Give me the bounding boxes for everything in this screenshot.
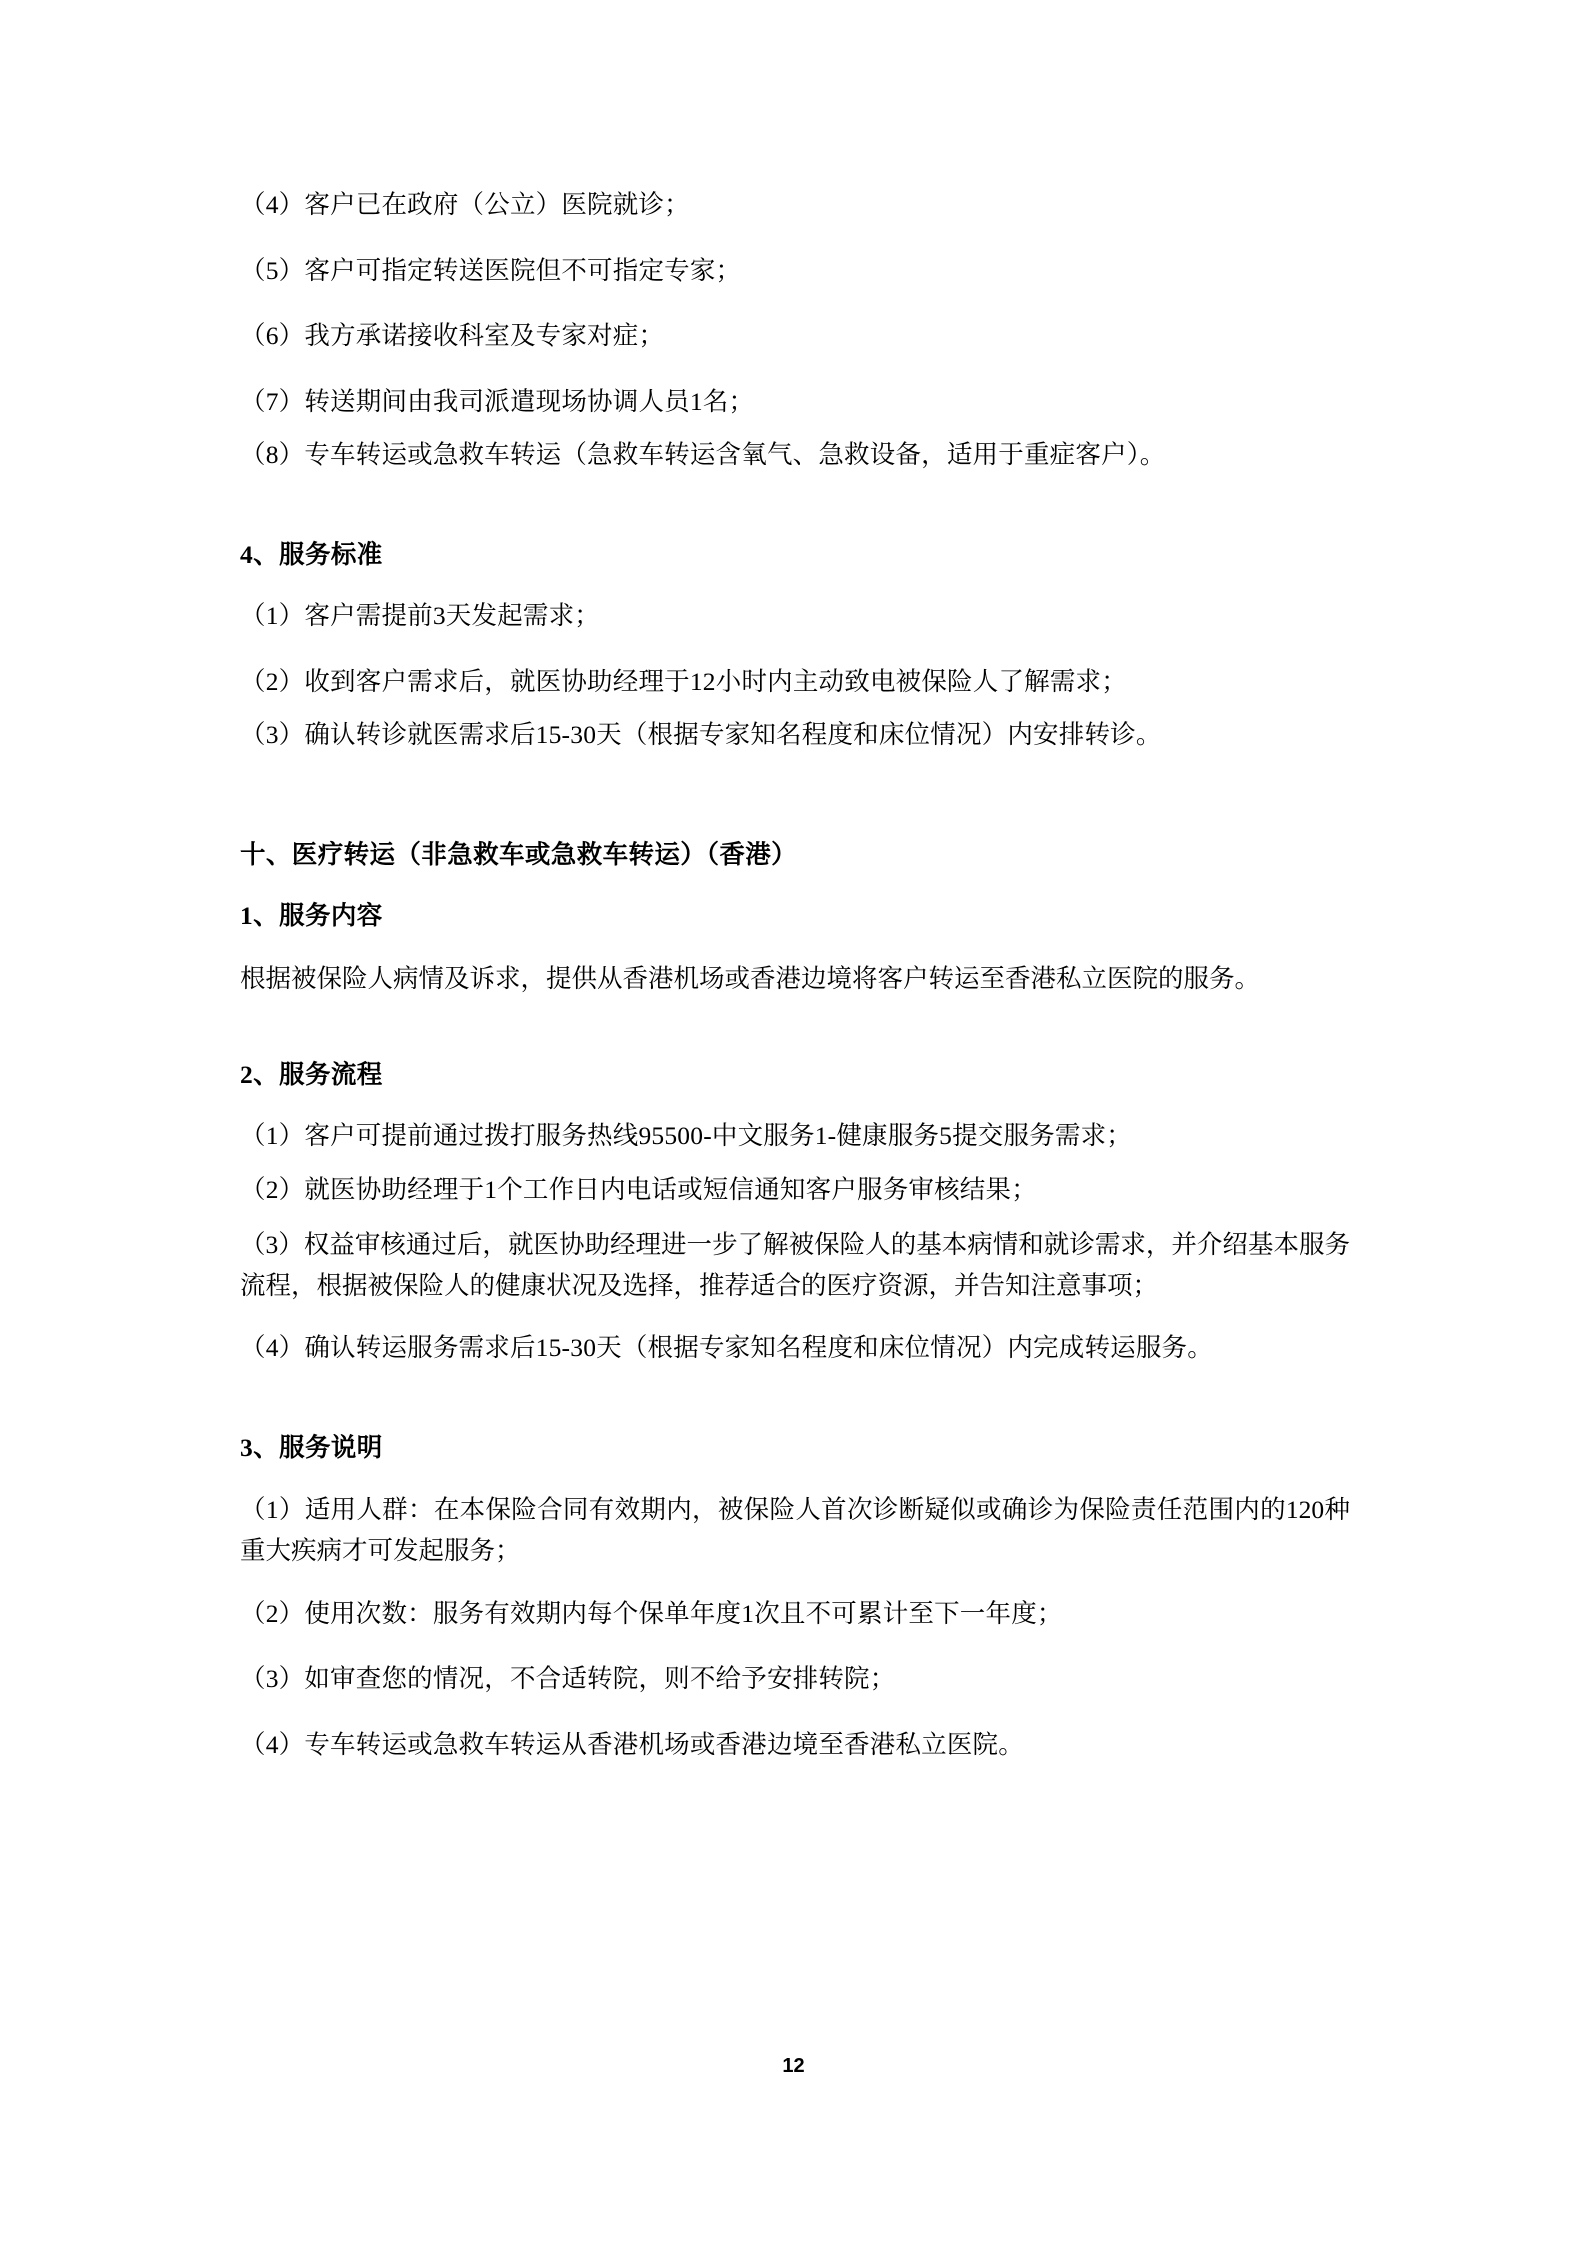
list-item: （4）专车转运或急救车转运从香港机场或香港边境至香港私立医院。 (240, 1729, 1024, 1759)
spacer (240, 781, 1350, 835)
subsection-heading-service-content: 1、服务内容 (240, 901, 383, 931)
list-item: （3）权益审核通过后，就医协助经理进一步了解被保险人的基本病情和就诊需求，并介绍基本服务流程，根据被保险人的健康状况及选择，推荐适合的医疗资源，并告知注意事项； (240, 1229, 1350, 1300)
paragraph-service-content: 根据被保险人病情及诉求，提供从香港机场或香港边境将客户转运至香港私立医院的服务。 (240, 963, 1261, 993)
list-item: （8）专车转运或急救车转运（急救车转运含氧气、急救设备，适用于重症客户）。 (240, 440, 1166, 470)
list-item: （5）客户可指定转送医院但不可指定专家； (240, 255, 742, 285)
list-item: （4）客户已在政府（公立）医院就诊； (240, 190, 690, 219)
page-content (240, 185, 1350, 1790)
list-item: （2）收到客户需求后，就医协助经理于12小时内主动致电被保险人了解需求； (240, 666, 1127, 696)
list-item: （4）确认转运服务需求后15-30天（根据专家知名程度和床位情况）内完成转运服务。 (240, 1333, 1213, 1363)
subsection-heading-service-process: 2、服务流程 (240, 1059, 383, 1089)
list-item: （1）客户可提前通过拨打服务热线95500-中文服务1-健康服务5提交服务需求； (240, 1121, 1132, 1151)
section-heading-medical-transfer: 十、医疗转运（非急救车或急救车转运）（香港） (240, 839, 798, 869)
subsection-heading-service-standard: 4、服务标准 (240, 539, 383, 569)
list-item: （6）我方承诺接收科室及专家对症； (240, 321, 665, 351)
list-item: （3）确认转诊就医需求后15-30天（根据专家知名程度和床位情况）内安排转诊。 (240, 720, 1162, 750)
list-item: （3）如审查您的情况，不合适转院，则不给予安排转院； (240, 1664, 896, 1694)
list-item: （2）就医协助经理于1个工作日内电话或短信通知客户服务审核结果； (240, 1175, 1037, 1204)
list-item: （2）使用次数：服务有效期内每个保单年度1次且不可累计至下一年度； (240, 1598, 1063, 1628)
spacer (240, 501, 1350, 535)
subsection-heading-service-notes: 3、服务说明 (240, 1432, 383, 1462)
page-number: 12 (782, 2055, 805, 2077)
spacer (240, 1021, 1350, 1055)
list-item: （7）转送期间由我司派遣现场协调人员1名； (240, 386, 755, 416)
list-item: （1）适用人群：在本保险合同有效期内，被保险人首次诊断疑似或确诊为保险责任范围内的120种重大疾病才可发起服务； (240, 1495, 1350, 1566)
spacer (240, 1394, 1350, 1428)
list-item: （1）客户需提前3天发起需求； (240, 601, 601, 631)
